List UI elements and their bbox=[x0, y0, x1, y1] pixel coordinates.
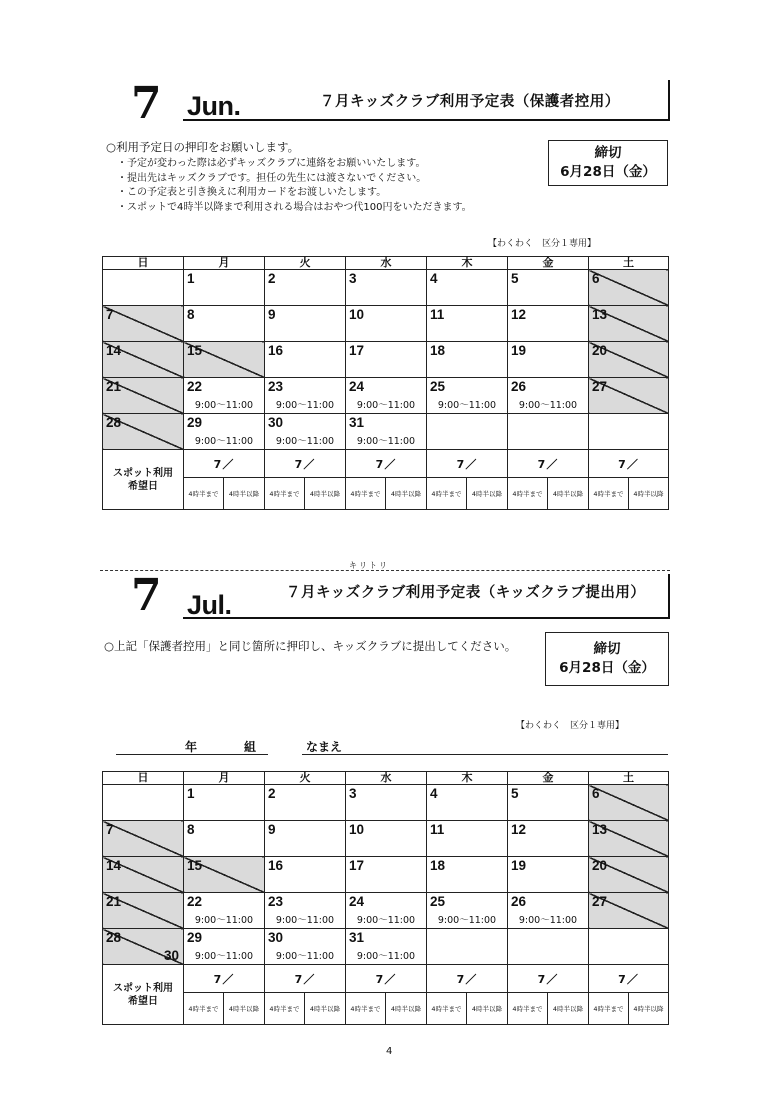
day-number: 20 bbox=[592, 343, 608, 358]
day-number: 6 bbox=[592, 786, 600, 801]
day-time-range: 9:00～11:00 bbox=[275, 399, 335, 411]
day-number: 28 bbox=[106, 930, 122, 945]
day-number: 9 bbox=[268, 822, 276, 837]
spot-date-field[interactable]: 7／ bbox=[427, 965, 508, 993]
spot-date-field[interactable]: 7／ bbox=[427, 450, 508, 478]
day-number: 7 bbox=[106, 822, 114, 837]
day-cell[interactable] bbox=[427, 270, 508, 306]
day-cell bbox=[589, 821, 669, 857]
day-number: 10 bbox=[349, 822, 365, 837]
day-number: 23 bbox=[268, 894, 284, 909]
spot-date-field[interactable]: 7／ bbox=[346, 450, 427, 478]
title-side-bar bbox=[668, 574, 670, 619]
day-number: 18 bbox=[430, 858, 446, 873]
day-number: 26 bbox=[511, 894, 527, 909]
spot-before-430-cell[interactable]: 4時半まで bbox=[427, 993, 467, 1025]
day-number: 22 bbox=[187, 379, 203, 394]
day-cell bbox=[103, 414, 184, 450]
deadline-box bbox=[548, 140, 668, 186]
weekday-sun: 日 bbox=[103, 772, 184, 785]
calendar-body bbox=[103, 270, 669, 450]
name-underline[interactable] bbox=[302, 754, 668, 755]
spot-after-430-cell[interactable]: 4時半以降 bbox=[386, 478, 427, 510]
day-cell[interactable] bbox=[184, 414, 265, 450]
spot-before-430-cell[interactable]: 4時半まで bbox=[508, 993, 548, 1025]
day-number: 17 bbox=[349, 858, 365, 873]
instruction-main: ○上記「保護者控用」と同じ箇所に押印し、キッズクラブに提出してください。 bbox=[104, 639, 517, 653]
day-time-range: 9:00～11:00 bbox=[437, 914, 497, 926]
day-number: 10 bbox=[349, 307, 365, 322]
day-number: 20 bbox=[592, 858, 608, 873]
day-time-range: 9:00～11:00 bbox=[356, 950, 416, 962]
day-number: 2 bbox=[268, 271, 276, 286]
instruction-main: ○利用予定日の押印をお願いします。 bbox=[106, 140, 300, 154]
day-number: 8 bbox=[187, 822, 195, 837]
spot-date-field[interactable]: 7／ bbox=[508, 965, 589, 993]
calendar-week-row bbox=[103, 414, 669, 450]
day-cell[interactable] bbox=[184, 785, 265, 821]
day-time-range: 9:00～11:00 bbox=[437, 399, 497, 411]
weekday-thu: 木 bbox=[427, 772, 508, 785]
month-number: 7 bbox=[131, 78, 162, 129]
instruction-item: ・提出先はキッズクラブです。担任の先生には渡さないでください。 bbox=[117, 172, 427, 184]
day-number: 3 bbox=[349, 786, 357, 801]
day-number: 15 bbox=[187, 343, 203, 358]
empty-day-cell bbox=[103, 270, 184, 306]
instruction-item: ・スポットで4時半以降まで利用される場合はおやつ代100円をいただきます。 bbox=[117, 201, 472, 213]
spot-after-430-cell[interactable]: 4時半以降 bbox=[467, 478, 508, 510]
calendar-week-row bbox=[103, 342, 669, 378]
day-number: 23 bbox=[268, 379, 284, 394]
day-cell bbox=[184, 857, 265, 893]
spot-after-430-cell[interactable]: 4時半以降 bbox=[629, 478, 669, 510]
day-cell[interactable] bbox=[427, 785, 508, 821]
day-number: 19 bbox=[511, 858, 527, 873]
spot-after-430-cell[interactable]: 4時半以降 bbox=[629, 993, 669, 1025]
day-time-range: 9:00～11:00 bbox=[356, 435, 416, 447]
day-cell[interactable] bbox=[427, 378, 508, 414]
day-number: 24 bbox=[349, 379, 365, 394]
day-number: 30 bbox=[268, 930, 284, 945]
day-cell bbox=[589, 893, 669, 929]
weekday-mon: 月 bbox=[184, 772, 265, 785]
day-number: 6 bbox=[592, 271, 600, 286]
empty-day-cell bbox=[589, 929, 669, 965]
day-time-range: 9:00～11:00 bbox=[356, 914, 416, 926]
spot-after-430-cell[interactable]: 4時半以降 bbox=[467, 993, 508, 1025]
day-cell bbox=[589, 378, 669, 414]
day-time-range: 9:00～11:00 bbox=[194, 950, 254, 962]
spot-before-430-cell[interactable]: 4時半まで bbox=[265, 478, 305, 510]
day-cell[interactable] bbox=[346, 342, 427, 378]
day-cell[interactable] bbox=[265, 306, 346, 342]
day-cell bbox=[589, 342, 669, 378]
day-number: 14 bbox=[106, 858, 122, 873]
calendar-week-row bbox=[103, 893, 669, 929]
deadline-date: 6月28日（金） bbox=[560, 164, 656, 180]
day-number: 9 bbox=[268, 307, 276, 322]
day-number: 14 bbox=[106, 343, 122, 358]
day-number: 13 bbox=[592, 822, 608, 837]
day-cell[interactable] bbox=[508, 893, 589, 929]
weekday-wed: 水 bbox=[346, 772, 427, 785]
spot-date-field[interactable]: 7／ bbox=[184, 450, 265, 478]
extra-day-number: 30 bbox=[163, 947, 179, 963]
weekday-tue: 火 bbox=[265, 257, 346, 270]
month-number: 7 bbox=[131, 570, 162, 621]
day-cell[interactable] bbox=[265, 414, 346, 450]
day-number: 1 bbox=[187, 271, 195, 286]
weekday-sun: 日 bbox=[103, 257, 184, 270]
empty-day-cell bbox=[589, 414, 669, 450]
day-number: 27 bbox=[592, 894, 608, 909]
spot-date-field[interactable]: 7／ bbox=[508, 450, 589, 478]
spot-after-430-cell[interactable]: 4時半以降 bbox=[224, 478, 265, 510]
day-number: 21 bbox=[106, 894, 122, 909]
spot-date-field[interactable]: 7／ bbox=[184, 965, 265, 993]
day-number: 8 bbox=[187, 307, 195, 322]
day-cell[interactable] bbox=[265, 785, 346, 821]
title-underline bbox=[183, 119, 670, 121]
day-cell bbox=[589, 306, 669, 342]
calendar-week-row bbox=[103, 378, 669, 414]
class-underline[interactable] bbox=[116, 754, 268, 755]
spot-before-430-cell[interactable]: 4時半まで bbox=[427, 478, 467, 510]
cut-line-label: キリトリ bbox=[349, 561, 389, 570]
day-number: 31 bbox=[349, 930, 365, 945]
day-number: 1 bbox=[187, 786, 195, 801]
day-number: 26 bbox=[511, 379, 527, 394]
spot-label-line2: 希望日 bbox=[128, 480, 158, 492]
spot-before-430-cell[interactable]: 4時半まで bbox=[589, 993, 629, 1025]
category-tag: 【わくわく 区分１専用】 bbox=[488, 239, 597, 249]
calendar-week-row bbox=[103, 929, 669, 965]
spot-label-line1: スポット利用 bbox=[113, 982, 173, 994]
day-number: 21 bbox=[106, 379, 122, 394]
spot-label-line1: スポット利用 bbox=[113, 467, 173, 479]
day-number: 25 bbox=[430, 894, 446, 909]
day-cell[interactable] bbox=[184, 306, 265, 342]
day-cell bbox=[103, 893, 184, 929]
day-number: 12 bbox=[511, 307, 527, 322]
day-number: 29 bbox=[187, 930, 203, 945]
day-cell[interactable] bbox=[508, 821, 589, 857]
day-time-range: 9:00～11:00 bbox=[194, 914, 254, 926]
day-number: 30 bbox=[268, 415, 284, 430]
empty-day-cell bbox=[508, 929, 589, 965]
deadline-label: 締切 bbox=[594, 145, 622, 161]
day-time-range: 9:00～11:00 bbox=[518, 399, 578, 411]
calendar-week-row bbox=[103, 785, 669, 821]
day-cell[interactable] bbox=[346, 929, 427, 965]
form-title: ７月キッズクラブ利用予定表（保護者控用） bbox=[320, 94, 620, 110]
day-cell bbox=[103, 821, 184, 857]
day-cell[interactable] bbox=[265, 342, 346, 378]
day-cell bbox=[103, 306, 184, 342]
day-cell bbox=[589, 785, 669, 821]
day-number: 2 bbox=[268, 786, 276, 801]
month-word: Jul. bbox=[187, 590, 232, 620]
day-number: 4 bbox=[430, 786, 438, 801]
day-cell[interactable] bbox=[346, 378, 427, 414]
calendar-table bbox=[102, 771, 669, 1025]
spot-time-row bbox=[103, 993, 669, 1025]
day-cell[interactable] bbox=[346, 857, 427, 893]
day-number: 7 bbox=[106, 307, 114, 322]
spot-after-430-cell[interactable]: 4時半以降 bbox=[386, 993, 427, 1025]
spot-date-field[interactable]: 7／ bbox=[589, 965, 669, 993]
spot-date-field[interactable]: 7／ bbox=[265, 965, 346, 993]
day-cell bbox=[589, 857, 669, 893]
calendar-week-row bbox=[103, 857, 669, 893]
day-cell bbox=[589, 270, 669, 306]
weekday-fri: 金 bbox=[508, 257, 589, 270]
day-cell[interactable] bbox=[427, 821, 508, 857]
day-number: 11 bbox=[430, 822, 445, 837]
day-time-range: 9:00～11:00 bbox=[275, 435, 335, 447]
calendar-week-row bbox=[103, 821, 669, 857]
day-cell[interactable] bbox=[427, 342, 508, 378]
spot-before-430-cell[interactable]: 4時半まで bbox=[184, 993, 224, 1025]
day-number: 3 bbox=[349, 271, 357, 286]
day-cell[interactable] bbox=[346, 414, 427, 450]
deadline-label: 締切 bbox=[593, 641, 621, 657]
day-number: 5 bbox=[511, 786, 519, 801]
day-cell[interactable] bbox=[265, 821, 346, 857]
day-number: 15 bbox=[187, 858, 203, 873]
day-number: 25 bbox=[430, 379, 446, 394]
cut-line bbox=[100, 570, 670, 571]
day-time-range: 9:00～11:00 bbox=[194, 399, 254, 411]
day-cell[interactable] bbox=[184, 929, 265, 965]
day-cell[interactable] bbox=[346, 270, 427, 306]
spot-after-430-cell[interactable]: 4時半以降 bbox=[305, 478, 346, 510]
spot-before-430-cell[interactable]: 4時半まで bbox=[589, 478, 629, 510]
day-time-range: 9:00～11:00 bbox=[518, 914, 578, 926]
spot-date-field[interactable]: 7／ bbox=[589, 450, 669, 478]
day-cell[interactable] bbox=[184, 821, 265, 857]
day-number: 16 bbox=[268, 343, 284, 358]
day-cell[interactable] bbox=[508, 857, 589, 893]
day-cell[interactable] bbox=[184, 378, 265, 414]
day-cell[interactable] bbox=[427, 306, 508, 342]
day-cell bbox=[103, 857, 184, 893]
day-cell[interactable] bbox=[346, 306, 427, 342]
year-label: 年 bbox=[185, 740, 198, 754]
spot-after-430-cell[interactable]: 4時半以降 bbox=[548, 993, 589, 1025]
day-cell[interactable] bbox=[427, 893, 508, 929]
day-cell[interactable] bbox=[508, 378, 589, 414]
page-number: 4 bbox=[386, 1046, 393, 1057]
deadline-box bbox=[545, 632, 669, 686]
calendar-body bbox=[103, 785, 669, 965]
spot-label-line2: 希望日 bbox=[128, 995, 158, 1007]
day-cell[interactable] bbox=[346, 821, 427, 857]
title-side-bar bbox=[668, 80, 670, 121]
class-label: 組 bbox=[244, 740, 257, 754]
spot-time-row bbox=[103, 478, 669, 510]
weekday-wed: 水 bbox=[346, 257, 427, 270]
spot-label bbox=[103, 965, 184, 1025]
day-number: 19 bbox=[511, 343, 527, 358]
deadline-date: 6月28日（金） bbox=[559, 660, 655, 676]
spot-date-field[interactable]: 7／ bbox=[346, 965, 427, 993]
day-number: 22 bbox=[187, 894, 203, 909]
spot-label bbox=[103, 450, 184, 510]
spot-before-430-cell[interactable]: 4時半まで bbox=[265, 993, 305, 1025]
weekday-sat: 土 bbox=[589, 772, 669, 785]
spot-after-430-cell[interactable]: 4時半以降 bbox=[548, 478, 589, 510]
day-number: 5 bbox=[511, 271, 519, 286]
day-cell[interactable] bbox=[508, 342, 589, 378]
form-title: ７月キッズクラブ利用予定表（キッズクラブ提出用） bbox=[286, 585, 646, 601]
instruction-list bbox=[117, 157, 472, 215]
day-cell[interactable] bbox=[265, 929, 346, 965]
spot-before-430-cell[interactable]: 4時半まで bbox=[508, 478, 548, 510]
day-cell[interactable] bbox=[265, 857, 346, 893]
day-number: 4 bbox=[430, 271, 438, 286]
day-number: 24 bbox=[349, 894, 365, 909]
spot-date-field[interactable]: 7／ bbox=[265, 450, 346, 478]
day-cell bbox=[103, 342, 184, 378]
weekday-thu: 木 bbox=[427, 257, 508, 270]
day-cell[interactable] bbox=[508, 306, 589, 342]
day-number: 27 bbox=[592, 379, 608, 394]
name-label: なまえ bbox=[306, 740, 343, 754]
day-number: 28 bbox=[106, 415, 122, 430]
day-time-range: 9:00～11:00 bbox=[275, 914, 335, 926]
day-cell[interactable] bbox=[265, 378, 346, 414]
title-underline bbox=[183, 617, 670, 619]
spot-before-430-cell[interactable]: 4時半まで bbox=[346, 993, 386, 1025]
empty-day-cell bbox=[103, 785, 184, 821]
instruction-item: ・予定が変わった際は必ずキッズクラブに連絡をお願いいたします。 bbox=[117, 158, 426, 169]
instruction-item: ・この予定表と引き換えに利用カードをお渡しいたします。 bbox=[117, 187, 387, 198]
day-number: 29 bbox=[187, 415, 203, 430]
day-cell[interactable] bbox=[184, 893, 265, 929]
empty-day-cell bbox=[508, 414, 589, 450]
day-cell[interactable] bbox=[184, 270, 265, 306]
day-cell bbox=[103, 378, 184, 414]
spot-before-430-cell[interactable]: 4時半まで bbox=[184, 478, 224, 510]
day-number: 16 bbox=[268, 858, 284, 873]
calendar-week-row bbox=[103, 270, 669, 306]
weekday-tue: 火 bbox=[265, 772, 346, 785]
weekday-mon: 月 bbox=[184, 257, 265, 270]
month-word: Jun. bbox=[187, 91, 241, 121]
spot-after-430-cell[interactable]: 4時半以降 bbox=[305, 993, 346, 1025]
day-time-range: 9:00～11:00 bbox=[194, 435, 254, 447]
weekday-sat: 土 bbox=[589, 257, 669, 270]
day-cell[interactable] bbox=[427, 857, 508, 893]
category-tag: 【わくわく 区分１専用】 bbox=[516, 721, 625, 731]
calendar-table bbox=[102, 256, 669, 510]
day-number: 13 bbox=[592, 307, 608, 322]
day-number: 12 bbox=[511, 822, 527, 837]
day-cell[interactable] bbox=[346, 785, 427, 821]
day-number: 18 bbox=[430, 343, 446, 358]
day-cell bbox=[184, 342, 265, 378]
day-number: 17 bbox=[349, 343, 365, 358]
day-cell[interactable] bbox=[265, 893, 346, 929]
day-cell[interactable] bbox=[508, 785, 589, 821]
day-number: 31 bbox=[349, 415, 365, 430]
empty-day-cell bbox=[427, 414, 508, 450]
empty-day-cell bbox=[427, 929, 508, 965]
spot-after-430-cell[interactable]: 4時半以降 bbox=[224, 993, 265, 1025]
calendar-week-row bbox=[103, 306, 669, 342]
weekday-fri: 金 bbox=[508, 772, 589, 785]
day-cell[interactable] bbox=[508, 270, 589, 306]
day-number: 11 bbox=[430, 307, 445, 322]
day-time-range: 9:00～11:00 bbox=[275, 950, 335, 962]
day-cell[interactable] bbox=[265, 270, 346, 306]
spot-before-430-cell[interactable]: 4時半まで bbox=[346, 478, 386, 510]
day-time-range: 9:00～11:00 bbox=[356, 399, 416, 411]
day-cell[interactable] bbox=[346, 893, 427, 929]
day-cell bbox=[103, 929, 184, 965]
